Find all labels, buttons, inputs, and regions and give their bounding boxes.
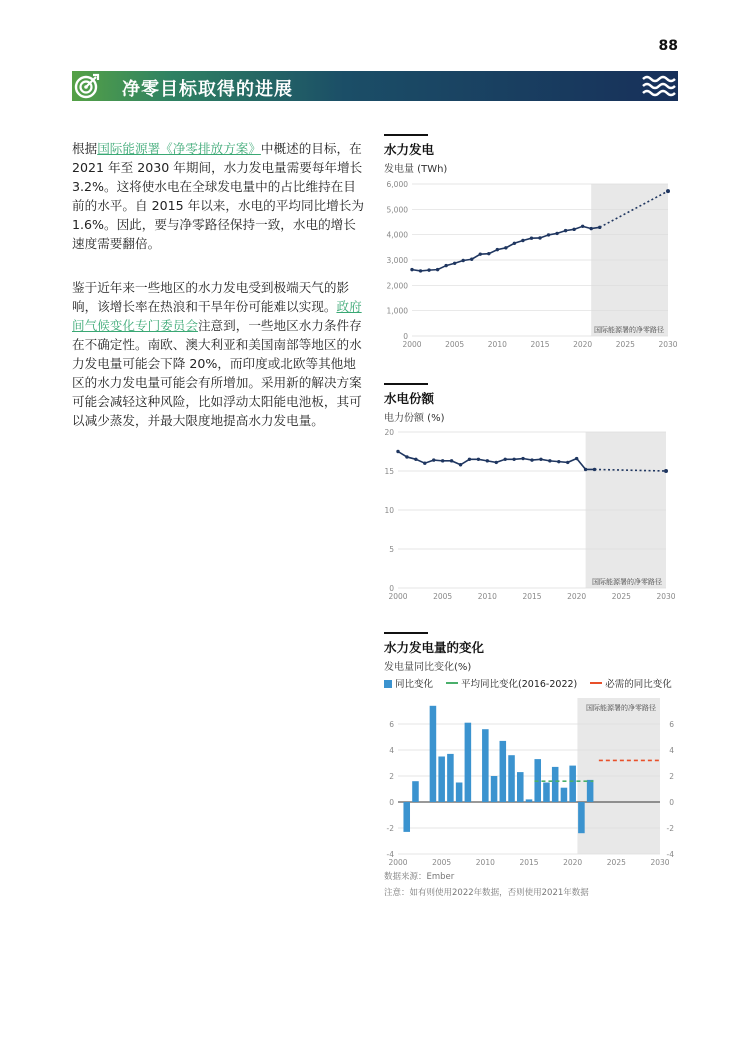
- data-point: [566, 461, 569, 464]
- data-point: [539, 458, 542, 461]
- hydro-generation-chart-block: [384, 134, 680, 175]
- chart-ylabel: 发电量 (TWh): [384, 164, 448, 175]
- x-tick-label: 2010: [487, 340, 507, 349]
- projection-point: [666, 189, 670, 193]
- data-point: [557, 460, 560, 463]
- bar: [430, 706, 437, 802]
- y-tick-label-right: 2: [669, 772, 674, 781]
- x-tick-label: 2005: [432, 858, 452, 867]
- data-point: [504, 246, 507, 249]
- data-point: [427, 268, 430, 271]
- bar: [412, 781, 419, 802]
- y-tick-label: 0: [389, 798, 394, 807]
- data-point: [423, 462, 426, 465]
- x-tick-label: 2005: [433, 592, 453, 601]
- chart-rule: [384, 383, 428, 385]
- bar: [526, 799, 533, 802]
- y-tick-label: -2: [386, 824, 394, 833]
- y-tick-label: 0: [403, 332, 408, 341]
- data-point: [555, 232, 558, 235]
- data-point: [496, 248, 499, 251]
- y-tick-label-right: -2: [666, 824, 674, 833]
- data-point: [513, 242, 516, 245]
- hydro-change-chart: [384, 690, 680, 868]
- legend-swatch-required: [590, 682, 602, 684]
- data-point: [581, 225, 584, 228]
- paragraph-text: 注意到，一些地区水力条件存在不确定性。南欧、澳大利亚和美国南部等地区的水力发电量可能会下降 20%，而印度或北欧等其他地区的水力发电量可能会有所增加。采用新的解决方案可能会减轻这种风险，比如浮动太阳能电池板，其可以减少蒸发，并最大限度地提高水力发电量。: [72, 318, 362, 428]
- x-tick-label: 2000: [388, 858, 408, 867]
- x-tick-label: 2020: [567, 592, 587, 601]
- bar: [456, 783, 463, 803]
- y-tick-label-right: 0: [669, 798, 674, 807]
- hydro-change-chart-block: [384, 632, 680, 690]
- data-point: [538, 236, 541, 239]
- data-point: [479, 252, 482, 255]
- bar: [552, 767, 559, 802]
- y-tick-label: 10: [384, 506, 394, 515]
- body-paragraph-1: [72, 139, 368, 253]
- y-tick-label: 1,000: [386, 306, 408, 316]
- data-point: [468, 458, 471, 461]
- data-point: [547, 233, 550, 236]
- page-number: 88: [658, 38, 678, 54]
- section-banner: [72, 71, 678, 101]
- series-line: [398, 452, 595, 470]
- data-note: 注意：如有则使用2022年数据，否则使用2021年数据: [384, 888, 589, 898]
- chart-ylabel: 电力份额 (%): [384, 413, 445, 424]
- bar: [491, 776, 498, 802]
- x-tick-label: 2010: [475, 858, 495, 867]
- x-tick-label: 2025: [611, 592, 631, 601]
- x-tick-label: 2000: [402, 340, 422, 349]
- data-point: [504, 458, 507, 461]
- y-tick-label: 20: [384, 428, 394, 437]
- data-point: [396, 450, 399, 453]
- x-tick-label: 2025: [615, 340, 635, 349]
- data-point: [486, 459, 489, 462]
- data-point: [453, 262, 456, 265]
- y-tick-label: -4: [386, 850, 394, 859]
- x-tick-label: 2005: [445, 340, 465, 349]
- hydro-share-chart: [384, 424, 680, 604]
- paragraph-text: 中概述的目标，在 2021 年至 2030 年期间，水力发电量需要每年增长 3.2%。这将使水电在全球发电量中的占比维持在目前的水平。自 2015 年以来，水电的平均同比增长为 1.6%。因此，要与净零路径保持一致，水电的增长速度需要翻倍。: [72, 141, 364, 251]
- legend-yoy: 同比变化: [395, 679, 434, 690]
- chart-rule: [384, 632, 428, 634]
- y-tick-label-right: 4: [669, 746, 674, 755]
- y-tick-label: 4: [389, 746, 394, 755]
- bar: [500, 741, 507, 802]
- bar: [561, 788, 568, 802]
- legend-swatch-bar: [384, 680, 392, 688]
- data-point: [414, 458, 417, 461]
- chart-legend: [384, 676, 680, 690]
- data-point: [572, 228, 575, 231]
- legend-average: 平均同比变化(2016-2022): [461, 679, 578, 690]
- data-point: [444, 264, 447, 267]
- data-point: [405, 455, 408, 458]
- data-point: [590, 227, 593, 230]
- x-tick-label: 2030: [650, 858, 670, 867]
- y-tick-label: 6: [389, 720, 394, 729]
- paragraph-text: 鉴于近年来一些地区的水力发电受到极端天气的影响，该增长率在热浪和干旱年份可能难以实现。: [72, 280, 350, 314]
- x-tick-label: 2030: [658, 340, 678, 349]
- data-point: [487, 252, 490, 255]
- y-tick-label: 4,000: [386, 230, 408, 240]
- ipcc-link[interactable]: 政府间气候变化专门委员会: [72, 299, 362, 333]
- chart-ylabel: 发电量同比变化(%): [384, 662, 472, 673]
- data-point: [548, 459, 551, 462]
- bar: [569, 766, 576, 802]
- chart-title: 水力发电量的变化: [384, 640, 485, 655]
- bar: [508, 755, 515, 802]
- bar: [543, 783, 550, 803]
- x-tick-label: 2020: [573, 340, 593, 349]
- chart-title: 水力发电: [384, 142, 435, 157]
- data-point: [419, 269, 422, 272]
- data-point: [450, 459, 453, 462]
- x-tick-label: 2030: [656, 592, 676, 601]
- bar: [578, 802, 585, 833]
- data-source: 数据来源：Ember: [384, 872, 455, 882]
- hydro-share-chart-block: [384, 383, 680, 424]
- chart-title: 水电份额: [384, 391, 435, 406]
- bar: [447, 754, 454, 802]
- data-point: [575, 457, 578, 460]
- y-tick-label: 2,000: [386, 281, 408, 291]
- y-tick-label-right: 6: [669, 720, 674, 729]
- y-tick-label: 5: [389, 545, 394, 554]
- hydro-generation-chart: [384, 176, 680, 358]
- x-tick-label: 2000: [388, 592, 408, 601]
- legend-required: 必需的同比变化: [605, 679, 672, 690]
- data-point: [459, 463, 462, 466]
- x-tick-label: 2025: [606, 858, 626, 867]
- body-paragraph-2: [72, 278, 368, 430]
- chart-rule: [384, 134, 428, 136]
- paragraph-text: 根据: [72, 141, 98, 156]
- x-tick-label: 2015: [522, 592, 542, 601]
- x-tick-label: 2015: [530, 340, 550, 349]
- projection-label: 国际能源署的净零路径: [592, 578, 662, 586]
- data-point: [477, 458, 480, 461]
- bar: [482, 729, 489, 802]
- bar: [587, 780, 594, 802]
- water-waves-icon: [642, 74, 676, 98]
- bar: [438, 757, 445, 803]
- bar: [465, 723, 472, 802]
- y-tick-label: 0: [389, 584, 394, 593]
- data-point: [521, 239, 524, 242]
- section-title: 净零目标取得的进展: [122, 79, 293, 100]
- data-point: [410, 268, 413, 271]
- bar: [403, 802, 410, 832]
- projection-label: 国际能源署的净零路径: [586, 704, 656, 712]
- data-point: [462, 259, 465, 262]
- x-tick-label: 2015: [519, 858, 539, 867]
- y-tick-label: 3,000: [386, 256, 408, 265]
- data-point: [521, 457, 524, 460]
- y-tick-label-right: -4: [666, 850, 674, 859]
- data-point: [436, 268, 439, 271]
- y-tick-label: 2: [389, 772, 394, 781]
- y-tick-label: 5,000: [386, 205, 408, 215]
- data-point: [564, 229, 567, 232]
- data-point: [470, 258, 473, 261]
- iea-net-zero-link[interactable]: 国际能源署《净零排放方案》: [97, 141, 261, 156]
- data-point: [584, 468, 587, 471]
- data-point: [512, 458, 515, 461]
- y-tick-label: 15: [384, 467, 394, 476]
- bar: [517, 772, 524, 802]
- data-point: [530, 237, 533, 240]
- data-point: [495, 461, 498, 464]
- projection-label: 国际能源署的净零路径: [594, 326, 664, 334]
- target-arrow-icon: [74, 73, 100, 99]
- projection-point: [664, 469, 668, 473]
- x-tick-label: 2020: [563, 858, 583, 867]
- data-point: [432, 458, 435, 461]
- x-tick-label: 2010: [477, 592, 497, 601]
- data-point: [441, 459, 444, 462]
- data-point: [530, 458, 533, 461]
- y-tick-label: 6,000: [386, 180, 408, 189]
- legend-swatch-avg: [446, 682, 458, 684]
